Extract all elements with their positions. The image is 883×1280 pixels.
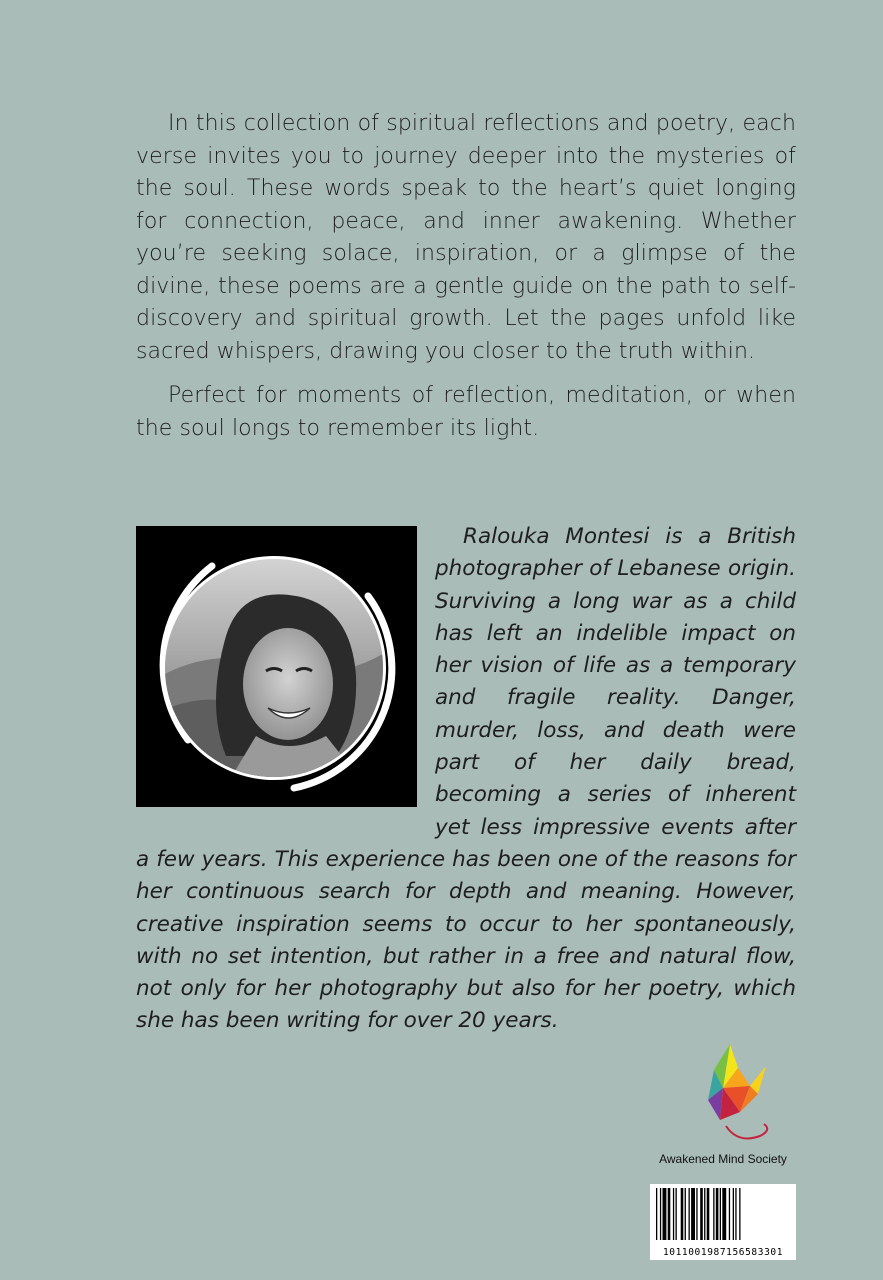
barcode-bar [696,1188,697,1240]
barcode-bar [735,1188,736,1240]
barcode-bar [713,1188,714,1240]
barcode-bar [656,1188,657,1240]
blurb-paragraph-1: In this collection of spiritual reflections and poetry, each verse invites you to journey deeper into the mysteries of the soul. These words speak to the heart’s quiet longing for connection, peace, and inner awakening. Whether you’re seeking solace, inspiration, or a glimpse of the divine, these poems are a gentle guide on the path to self-discovery and spiritual growth. Let the pages unfold like sacred whispers, drawing you closer to the truth within. [136,111,796,364]
barcode-bar [716,1188,719,1240]
barcode-bar [691,1188,695,1240]
publisher-name: Awakened Mind Society [659,1152,787,1166]
barcode-bar [720,1188,721,1240]
barcode-bar [700,1188,703,1240]
barcode-bar [733,1188,734,1240]
barcode-bar [660,1188,661,1240]
bio-text: Ralouka Montesi is a British photographer of Lebanese origin. Surviving a long war as a child has left an indelible impact on her vision of life as a temporary and fragile reality. Danger, murder, loss, and death were part of her daily bread, becoming a series of inherent yet less impressive events after a few years. This experience has been one of the reasons for her continuous search for depth and meaning. However, creative inspiration seems to occur to her spontaneously, with no set intention, but rather in a free and natural flow, not only for her photography but also for her poetry, which she has been writing for over 20 years. [136,524,796,1034]
barcode-bar [676,1188,677,1240]
book-blurb [136,108,796,457]
barcode-bar [668,1188,671,1240]
barcode-number: 1011001987156583301 [662,1247,784,1258]
barcode-bar [722,1188,726,1240]
barcode-bars [650,1184,796,1244]
publisher-mark [648,1040,798,1166]
prism-butterfly-icon [668,1040,778,1152]
author-bio [136,521,796,1038]
barcode-bar [663,1188,667,1240]
barcode-bar [739,1188,740,1240]
blurb-paragraph-2: Perfect for moments of reflection, meditation, or when the soul longs to remember its light. [136,383,796,441]
barcode-bar [707,1188,710,1240]
barcode-bar [673,1188,674,1240]
barcode-bar [681,1188,684,1240]
barcode-bar [685,1188,686,1240]
barcode [650,1184,796,1260]
barcode-bar [729,1188,730,1240]
author-portrait [136,526,417,807]
barcode-bar [689,1188,690,1240]
barcode-bar [704,1188,705,1240]
